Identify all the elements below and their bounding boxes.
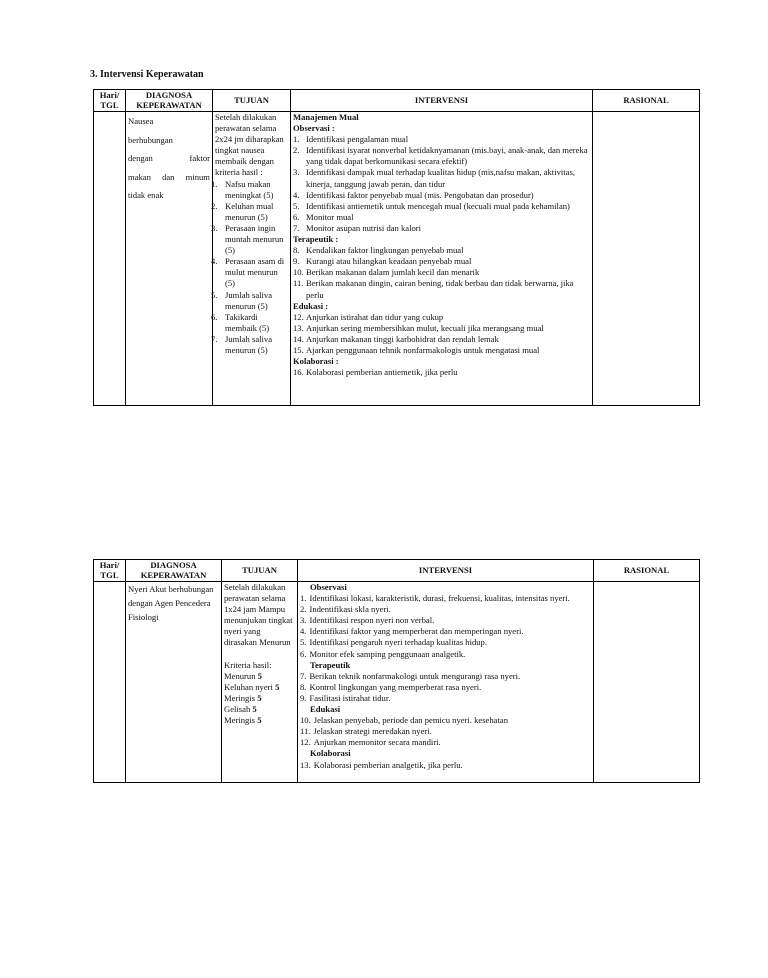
item-text: Jelaskan strategi meredakan nyeri. (313, 726, 432, 737)
header-tujuan: TUJUAN (222, 560, 298, 582)
list-item (211, 333, 288, 356)
item-number: 11. (300, 726, 311, 737)
item-number: 1. (211, 178, 218, 189)
header-diagnosa: DIAGNOSA KEPERAWATAN (126, 90, 213, 112)
item-text: Anjurkan memonitor secara mandiri. (313, 737, 441, 748)
list-item (300, 615, 591, 626)
item-text: Kendalikan faktor lingkungan penyebab mual (306, 245, 464, 256)
list-item (300, 760, 591, 771)
item-text: Identifikasi dampak mual terhadap kualitas hidup (mis,nafsu makan, aktivitas, kinerja, tanggung jawab peran, dan tidur (306, 167, 575, 189)
kriteria-value: 5 (257, 692, 262, 703)
item-text: Keluhan mual menurun (5) (225, 200, 274, 222)
header-rasional: RASIONAL (593, 90, 700, 112)
section-title: Edukasi : (293, 300, 329, 311)
kriteria-text: Meringis (224, 692, 258, 703)
list-item (293, 223, 590, 234)
item-number: 6. (300, 648, 307, 659)
hari-cell (94, 112, 126, 406)
list-item (293, 167, 590, 189)
intervention-table-nyeri (93, 559, 700, 783)
item-number: 13. (293, 322, 304, 333)
table-row (94, 112, 700, 406)
kriteria-value: 5 (275, 681, 280, 692)
diagnosa-line: Nausea (128, 116, 154, 126)
intervensi-cell (291, 112, 593, 406)
hari-cell (94, 582, 126, 783)
header-diagnosa: DIAGNOSA KEPERAWATAN (126, 560, 222, 582)
diagnosa-line: makan dan minum (128, 171, 210, 182)
item-number: 10. (300, 715, 311, 726)
list-item (211, 178, 288, 201)
item-number: 4. (300, 626, 307, 637)
item-number: 16. (293, 367, 304, 378)
item-text: Jelaskan penyebab, periode dan pemicu nyeri. kesehatan (313, 715, 508, 726)
list-item (211, 311, 288, 334)
section-title: Edukasi (310, 704, 341, 715)
item-text: Identifikasi lokasi, karakteristik, durasi, frekuensi, kualitas, intensitas nyeri. (309, 593, 570, 604)
item-text: Ajarkan penggunaan tehnik nonfarmakologis untuk mengatasi mual (306, 344, 540, 355)
tujuan-cell (222, 582, 298, 783)
item-text: Nafsu makan meningkat (5) (225, 178, 274, 200)
list-item (293, 190, 590, 201)
kriteria-value: 5 (252, 703, 257, 714)
intervensi-cell (298, 582, 594, 783)
item-number: 5. (293, 200, 300, 211)
item-text: Anjurkan sering membersihkan mulut, kecuali jika merangsang mual (306, 322, 544, 333)
item-text: Berikan teknik nonfarmakologi untuk mengurangi rasa nyeri. (309, 670, 521, 681)
header-hari: Hari/ TGL (94, 560, 126, 582)
item-number: 7. (211, 333, 218, 344)
section-title: Kolaborasi (310, 748, 351, 759)
item-number: 7. (293, 222, 300, 233)
tujuan-intro: Setelah dilakukan perawatan selama 2x24 jm diharapkan tingkat nausea membaik dengan kriteria hasil : (215, 112, 284, 178)
list-item (293, 278, 590, 300)
list-item (300, 593, 591, 604)
item-number: 1. (300, 593, 307, 604)
list-item (300, 671, 591, 682)
list-item (293, 256, 590, 267)
diagnosa-cell (126, 112, 213, 406)
intervensi-title: Manajemen Mual (293, 112, 359, 122)
item-text: Perasaan asam di mulut menurun (5) (225, 256, 285, 289)
list-item (211, 256, 288, 289)
intervensi-sections (300, 582, 591, 771)
list-item (300, 682, 591, 693)
item-number: 4. (293, 189, 300, 200)
item-text: Kolaborasi pemberian analgetik, jika perlu. (313, 759, 463, 770)
list-item (293, 367, 590, 378)
section-title: Observasi (310, 582, 347, 592)
header-hari: Hari/ TGL (94, 90, 126, 112)
list-item (300, 637, 591, 648)
item-text: Monitor mual (306, 211, 354, 222)
item-text: Identifikasi pengaruh nyeri terhadap kualitas hidup. (309, 637, 488, 648)
intervention-table-nausea (93, 89, 700, 406)
list-item (293, 312, 590, 323)
intervensi-sections (293, 123, 590, 378)
header-rasional: RASIONAL (594, 560, 700, 582)
item-number: 9. (300, 692, 307, 703)
header-tujuan: TUJUAN (213, 90, 291, 112)
item-text: Identifikasi pengalaman mual (306, 134, 409, 145)
list-item (300, 604, 591, 615)
item-number: 5. (211, 289, 218, 300)
item-number: 13. (300, 759, 311, 770)
kriteria-text: Keluhan nyeri (224, 681, 276, 692)
item-text: Indentifikasi skla nyeri. (309, 604, 391, 615)
rasional-cell (594, 582, 700, 783)
table-row (94, 582, 700, 783)
item-number: 7. (300, 670, 307, 681)
item-number: 5. (300, 637, 307, 648)
item-number: 11. (293, 278, 304, 289)
item-number: 14. (293, 333, 304, 344)
item-text: Jumlah saliva menurun (5) (225, 333, 273, 355)
list-item (211, 289, 288, 312)
list-item (300, 715, 591, 726)
list-item (300, 737, 591, 748)
diagnosa-cell (126, 582, 222, 783)
item-text: Berikan makanan dalam jumlah kecil dan menarik (306, 267, 480, 278)
kriteria-label: Kriteria hasil: (224, 659, 272, 670)
item-text: Kurangi atau hilangkan keadaan penyebab mual (306, 256, 472, 267)
kriteria-item (224, 682, 295, 693)
item-number: 3. (293, 167, 300, 178)
item-text: Identifikasi antiemetik untuk mencegah mual (kecuali mual pada kehamilan) (306, 200, 570, 211)
item-number: 3. (211, 222, 218, 233)
item-number: 2. (300, 604, 307, 615)
item-number: 8. (300, 681, 307, 692)
item-text: Takikardi membaik (5) (225, 311, 270, 333)
item-number: 6. (211, 311, 218, 322)
kriteria-item (224, 704, 295, 715)
kriteria-text: Meringis (224, 715, 258, 726)
kriteria-value: 5 (257, 670, 262, 681)
kriteria-item (224, 671, 295, 682)
list-item (293, 145, 590, 167)
kriteria-list (224, 671, 295, 726)
tujuan-cell (213, 112, 291, 406)
diagnosa-line: tidak enak (128, 190, 164, 200)
list-item (293, 201, 590, 212)
list-item (293, 323, 590, 334)
item-number: 3. (300, 615, 307, 626)
kriteria-item (224, 693, 295, 704)
tujuan-intro: Setelah dilakukan perawatan selama 1x24 jam Mampu menunjukan tingkat nyeri yang dirasakan Menurun (224, 582, 293, 648)
list-item (211, 222, 288, 256)
item-number: 8. (293, 245, 300, 256)
item-number: 12. (293, 311, 304, 322)
section-title: Terapeutik (310, 659, 351, 670)
item-text: Fasilitasi istirahat tidur. (309, 692, 391, 703)
diagnosa-line: berhubungan (128, 134, 173, 145)
item-number: 12. (300, 737, 311, 748)
item-number: 4. (211, 256, 218, 267)
list-item (293, 212, 590, 223)
item-text: Jumlah saliva menurun (5) (225, 289, 273, 311)
table-header-row (94, 90, 700, 112)
item-text: Identifikasi faktor yang memperberat dan memperingan nyeri. (309, 626, 524, 637)
item-text: Identifikasi respon nyeri non verbal. (309, 615, 435, 626)
item-number: 6. (293, 211, 300, 222)
item-text: Anjurkan makanan tinggi karbohidrat dan rendah lemak (306, 333, 499, 344)
list-item (300, 626, 591, 637)
item-text: Perasaan ingin muntah menurun (5) (225, 222, 284, 256)
list-item (293, 334, 590, 345)
section-title: Observasi : (293, 123, 335, 134)
header-intervensi: INTERVENSI (298, 560, 594, 582)
item-text: Monitor efek samping penggunaan analgetik. (309, 648, 466, 659)
item-text: Kolaborasi pemberian antiemetik, jika perlu (306, 367, 458, 378)
item-number: 2. (211, 200, 218, 211)
item-text: Berikan makanan dingin, cairan bening, tidak berbau dan tidak berwarna, jika perlu (306, 278, 574, 300)
list-item (293, 245, 590, 256)
diagnosa-text: Nyeri Akut berhubungan dengan Agen Pencedera Fisiologi (128, 584, 214, 622)
section-title: Terapeutik : (293, 234, 339, 245)
item-text: Monitor asupan nutrisi dan kalori (306, 222, 422, 233)
list-item (293, 267, 590, 278)
section-title: Kolaborasi : (293, 356, 339, 367)
item-text: Identifikasi faktor penyebab mual (mis. Pengobatan dan prosedur) (306, 189, 534, 200)
list-item (300, 726, 591, 737)
item-text: Identifikasi isyarat nonverbal ketidaknyamanan (mis.bayi, anak-anak, dan mereka yang tidak dapat berkomunikasi secara efektif) (306, 145, 588, 167)
diagnosa-line: dengan faktor (128, 153, 210, 163)
item-text: Kontrol lingkungan yang memperberat rasa nyeri. (309, 681, 482, 692)
kriteria-item (224, 715, 295, 726)
rasional-cell (593, 112, 700, 406)
item-number: 1. (293, 134, 300, 145)
kriteria-text: Gelisah (224, 703, 253, 714)
kriteria-list (211, 178, 288, 357)
list-item (293, 345, 590, 356)
item-number: 2. (293, 145, 300, 156)
item-number: 10. (293, 267, 304, 278)
section-heading: 3. Intervensi Keperawatan (90, 69, 204, 80)
list-item (211, 200, 288, 223)
item-number: 9. (293, 256, 300, 267)
list-item (293, 134, 590, 145)
kriteria-value: 5 (257, 715, 262, 726)
item-text: Anjurkan istirahat dan tidur yang cukup (306, 311, 444, 322)
item-number: 15. (293, 344, 304, 355)
header-intervensi: INTERVENSI (291, 90, 593, 112)
list-item (300, 649, 591, 660)
kriteria-text: Menurun (224, 670, 258, 681)
list-item (300, 693, 591, 704)
table-header-row (94, 560, 700, 582)
